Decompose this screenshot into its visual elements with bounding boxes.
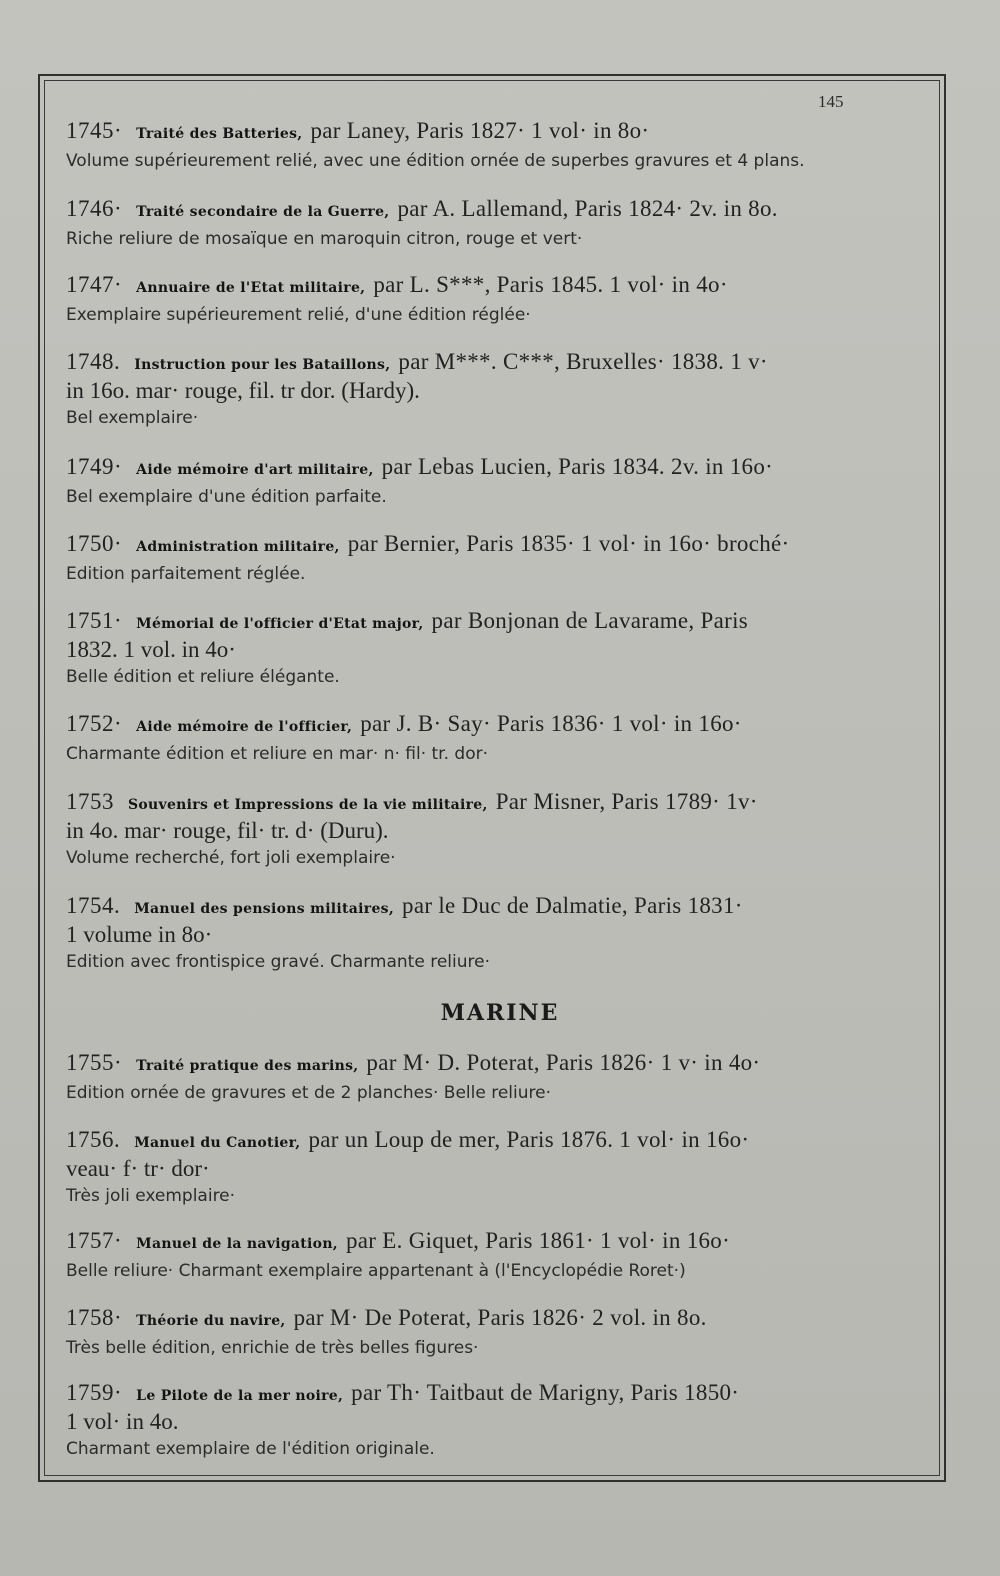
section-heading-marine: MARINE [440, 1000, 560, 1026]
catalog-entry-1755 [66, 1050, 926, 1105]
entry-continuation: 1 vol· in 4o. [66, 1409, 179, 1434]
entry-note: Edition avec frontispice gravé. Charmante reliure· [66, 952, 490, 972]
entry-title: Aide mémoire d'art militaire, [136, 462, 374, 478]
catalog-entry-1751 [66, 608, 926, 689]
entry-title: Traité des Batteries, [136, 126, 303, 142]
catalog-entry-1747 [66, 272, 926, 327]
entry-number: 1745· [66, 118, 123, 143]
entry-title: Traité pratique des marins, [136, 1058, 359, 1074]
entry-number: 1750· [66, 531, 123, 556]
entry-number: 1749· [66, 454, 123, 479]
entry-first-line [66, 1380, 926, 1409]
entry-first-line [66, 711, 926, 740]
entry-number: 1753 [66, 789, 114, 814]
entry-publication: par Bonjonan de Lavarame, Paris [431, 608, 749, 633]
catalog-entry-1757 [66, 1228, 926, 1283]
entry-publication: par M***. C***, Bruxelles· 1838. 1 v· [398, 349, 768, 374]
entry-title: Instruction pour les Bataillons, [134, 357, 391, 373]
entry-first-line [66, 272, 926, 301]
catalog-entry-1746 [66, 196, 926, 251]
entry-note: Edition ornée de gravures et de 2 planches· Belle reliure· [66, 1083, 551, 1103]
entry-note: Bel exemplaire d'une édition parfaite. [66, 487, 387, 507]
entry-note: Charmant exemplaire de l'édition originale. [66, 1439, 435, 1459]
entry-note: Belle édition et reliure élégante. [66, 667, 340, 687]
entry-publication: par le Duc de Dalmatie, Paris 1831· [402, 893, 743, 918]
entry-first-line [66, 789, 926, 818]
entry-publication: par Bernier, Paris 1835· 1 vol· in 16o· broché· [347, 531, 790, 556]
entry-number: 1748. [66, 349, 121, 374]
entry-first-line [66, 1305, 926, 1334]
entry-publication: par Laney, Paris 1827· 1 vol· in 8o· [310, 118, 650, 143]
entry-note: Volume supérieurement relié, avec une édition ornée de superbes gravures et 4 plans. [66, 151, 805, 171]
entry-number: 1747· [66, 272, 123, 297]
entry-title: Manuel du Canotier, [134, 1135, 301, 1151]
entry-publication: par A. Lallemand, Paris 1824· 2v. in 8o. [397, 196, 778, 221]
entry-number: 1758· [66, 1305, 123, 1330]
entry-title: Annuaire de l'Etat militaire, [136, 280, 366, 296]
entry-first-line [66, 531, 926, 560]
entry-publication: par Lebas Lucien, Paris 1834. 2v. in 16o· [381, 454, 774, 479]
entry-note: Volume recherché, fort joli exemplaire· [66, 848, 396, 868]
entry-continuation: veau· f· tr· dor· [66, 1156, 210, 1181]
catalog-entry-1759 [66, 1380, 926, 1461]
entry-first-line [66, 1228, 926, 1257]
entry-note: Très belle édition, enrichie de très belles figures· [66, 1338, 479, 1358]
catalog-entry-1754 [66, 893, 926, 974]
entry-number: 1754. [66, 893, 121, 918]
entry-title: Administration militaire, [136, 539, 340, 555]
entry-number: 1755· [66, 1050, 123, 1075]
entry-number: 1757· [66, 1228, 123, 1253]
entry-title: Manuel des pensions militaires, [134, 901, 395, 917]
page-number: 145 [818, 92, 844, 111]
entry-title: Mémorial de l'officier d'Etat major, [136, 616, 424, 632]
entry-title: Souvenirs et Impressions de la vie militaire, [128, 797, 488, 813]
entry-continuation: in 16o. mar· rouge, fil. tr dor. (Hardy). [66, 378, 420, 403]
catalog-entry-1749 [66, 454, 926, 509]
entry-note: Charmante édition et reliure en mar· n· fil· tr. dor· [66, 744, 488, 764]
entry-title: Théorie du navire, [136, 1313, 286, 1329]
entry-number: 1751· [66, 608, 123, 633]
entry-continuation: 1 volume in 8o· [66, 922, 213, 947]
entry-first-line [66, 454, 926, 483]
entry-publication: par Th· Taitbaut de Marigny, Paris 1850· [351, 1380, 740, 1405]
entry-first-line [66, 118, 926, 147]
entry-publication: par E. Giquet, Paris 1861· 1 vol· in 16o· [345, 1228, 731, 1253]
entry-note: Riche reliure de mosaïque en maroquin citron, rouge et vert· [66, 229, 583, 249]
entry-first-line [66, 608, 926, 637]
entry-title: Le Pilote de la mer noire, [136, 1388, 344, 1404]
entry-note: Bel exemplaire· [66, 408, 199, 428]
entry-publication: par M· D. Poterat, Paris 1826· 1 v· in 4o· [366, 1050, 761, 1075]
catalog-entry-1758 [66, 1305, 926, 1360]
entry-note: Belle reliure· Charmant exemplaire appartenant à (l'Encyclopédie Roret·) [66, 1261, 686, 1281]
entry-publication: par M· De Poterat, Paris 1826· 2 vol. in 8o. [293, 1305, 707, 1330]
entry-first-line [66, 1127, 926, 1156]
entry-title: Traité secondaire de la Guerre, [136, 204, 390, 220]
catalog-entry-1748 [66, 349, 926, 430]
entry-publication: par un Loup de mer, Paris 1876. 1 vol· in 16o· [308, 1127, 750, 1152]
entry-number: 1746· [66, 196, 123, 221]
entry-note: Très joli exemplaire· [66, 1186, 236, 1206]
entry-title: Manuel de la navigation, [136, 1236, 338, 1252]
catalog-entry-1753 [66, 789, 926, 870]
entry-publication: par J. B· Say· Paris 1836· 1 vol· in 16o· [360, 711, 742, 736]
entry-first-line [66, 893, 926, 922]
entry-number: 1752· [66, 711, 123, 736]
catalog-entry-1750 [66, 531, 926, 586]
catalog-entry-1756 [66, 1127, 926, 1208]
catalog-entry-1752 [66, 711, 926, 766]
entry-continuation: 1832. 1 vol. in 4o· [66, 637, 236, 662]
entry-publication: par L. S***, Paris 1845. 1 vol· in 4o· [373, 272, 728, 297]
entry-first-line [66, 349, 926, 378]
entry-number: 1759· [66, 1380, 123, 1405]
entry-note: Exemplaire supérieurement relié, d'une édition réglée· [66, 305, 531, 325]
entry-note: Edition parfaitement réglée. [66, 564, 306, 584]
entry-continuation: in 4o. mar· rouge, fil· tr. d· (Duru). [66, 818, 389, 843]
entry-first-line [66, 196, 926, 225]
catalog-entry-1745 [66, 118, 926, 173]
entry-publication: Par Misner, Paris 1789· 1v· [495, 789, 758, 814]
entry-number: 1756. [66, 1127, 121, 1152]
entry-first-line [66, 1050, 926, 1079]
entry-title: Aide mémoire de l'officier, [136, 719, 353, 735]
